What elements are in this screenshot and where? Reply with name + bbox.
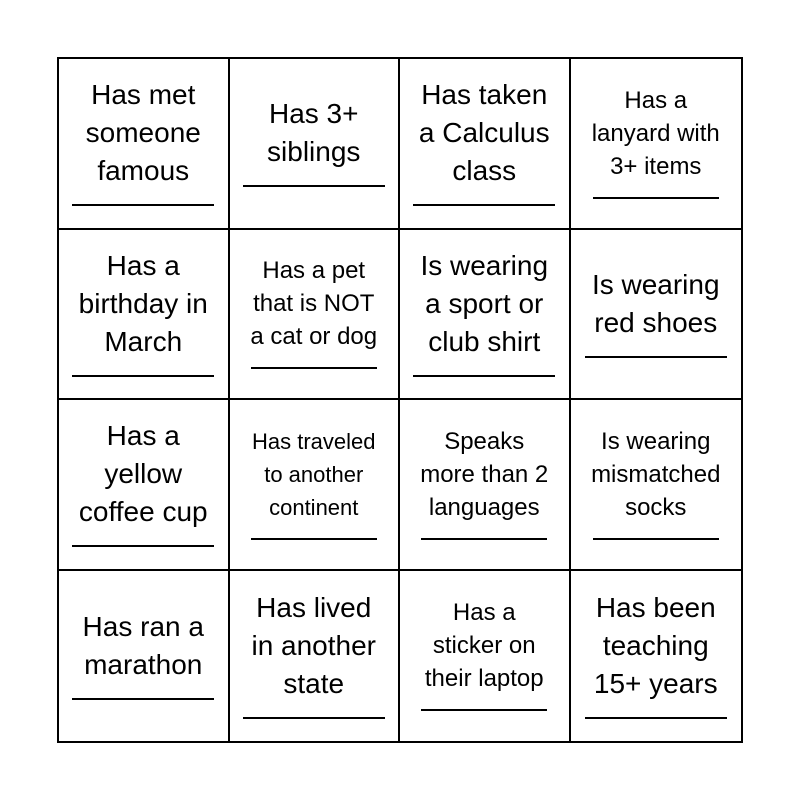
bingo-cell-text: Has a sticker on their laptop [424, 599, 544, 693]
signature-line [72, 545, 214, 547]
signature-line [421, 709, 547, 711]
bingo-cell-text: Has ran a marathon [82, 610, 204, 680]
signature-line [72, 204, 214, 206]
bingo-cell[interactable] [571, 230, 742, 401]
bingo-cell[interactable] [59, 230, 230, 401]
bingo-cell-text: Has lived in another state [251, 591, 377, 699]
bingo-cell[interactable] [400, 400, 571, 571]
bingo-cell[interactable] [59, 400, 230, 571]
bingo-cell-text: Has a birthday in March [78, 249, 208, 357]
bingo-cell-text: Has traveled to another continent [251, 428, 376, 520]
signature-line [585, 356, 727, 358]
signature-line [251, 367, 377, 369]
bingo-cell-text: Speaks more than 2 languages [420, 427, 549, 521]
bingo-cell[interactable] [400, 59, 571, 230]
bingo-cell[interactable] [230, 230, 401, 401]
signature-line [593, 538, 719, 540]
bingo-cell[interactable] [571, 571, 742, 742]
signature-line [243, 717, 385, 719]
signature-line [421, 538, 547, 540]
signature-line [413, 375, 555, 377]
signature-line [72, 698, 214, 700]
bingo-cell[interactable] [400, 230, 571, 401]
bingo-cell-text: Has 3+ siblings [267, 98, 361, 168]
signature-line [72, 375, 214, 377]
bingo-cell-text: Is wearing a sport or club shirt [420, 249, 549, 357]
signature-line [593, 197, 719, 199]
bingo-cell[interactable] [230, 571, 401, 742]
bingo-cell-text: Is wearing red shoes [591, 268, 720, 338]
bingo-cell-text: Has a lanyard with 3+ items [591, 86, 720, 180]
signature-line [251, 538, 377, 540]
bingo-cell-text: Is wearing mismatched socks [591, 427, 721, 521]
signature-line [585, 717, 727, 719]
signature-line [243, 185, 385, 187]
bingo-cell-text: Has taken a Calculus class [418, 79, 550, 187]
bingo-cell[interactable] [59, 59, 230, 230]
bingo-cell-text: Has met someone famous [85, 79, 201, 187]
bingo-cell[interactable] [59, 571, 230, 742]
bingo-cell[interactable] [571, 400, 742, 571]
bingo-cell-text: Has a pet that is NOT a cat or dog [250, 257, 378, 351]
bingo-cell[interactable] [230, 400, 401, 571]
signature-line [413, 204, 555, 206]
bingo-cell[interactable] [400, 571, 571, 742]
bingo-grid [57, 57, 743, 743]
bingo-cell[interactable] [571, 59, 742, 230]
bingo-cell-text: Has been teaching 15+ years [593, 591, 718, 699]
bingo-cell-text: Has a yellow coffee cup [78, 420, 208, 528]
bingo-cell[interactable] [230, 59, 401, 230]
